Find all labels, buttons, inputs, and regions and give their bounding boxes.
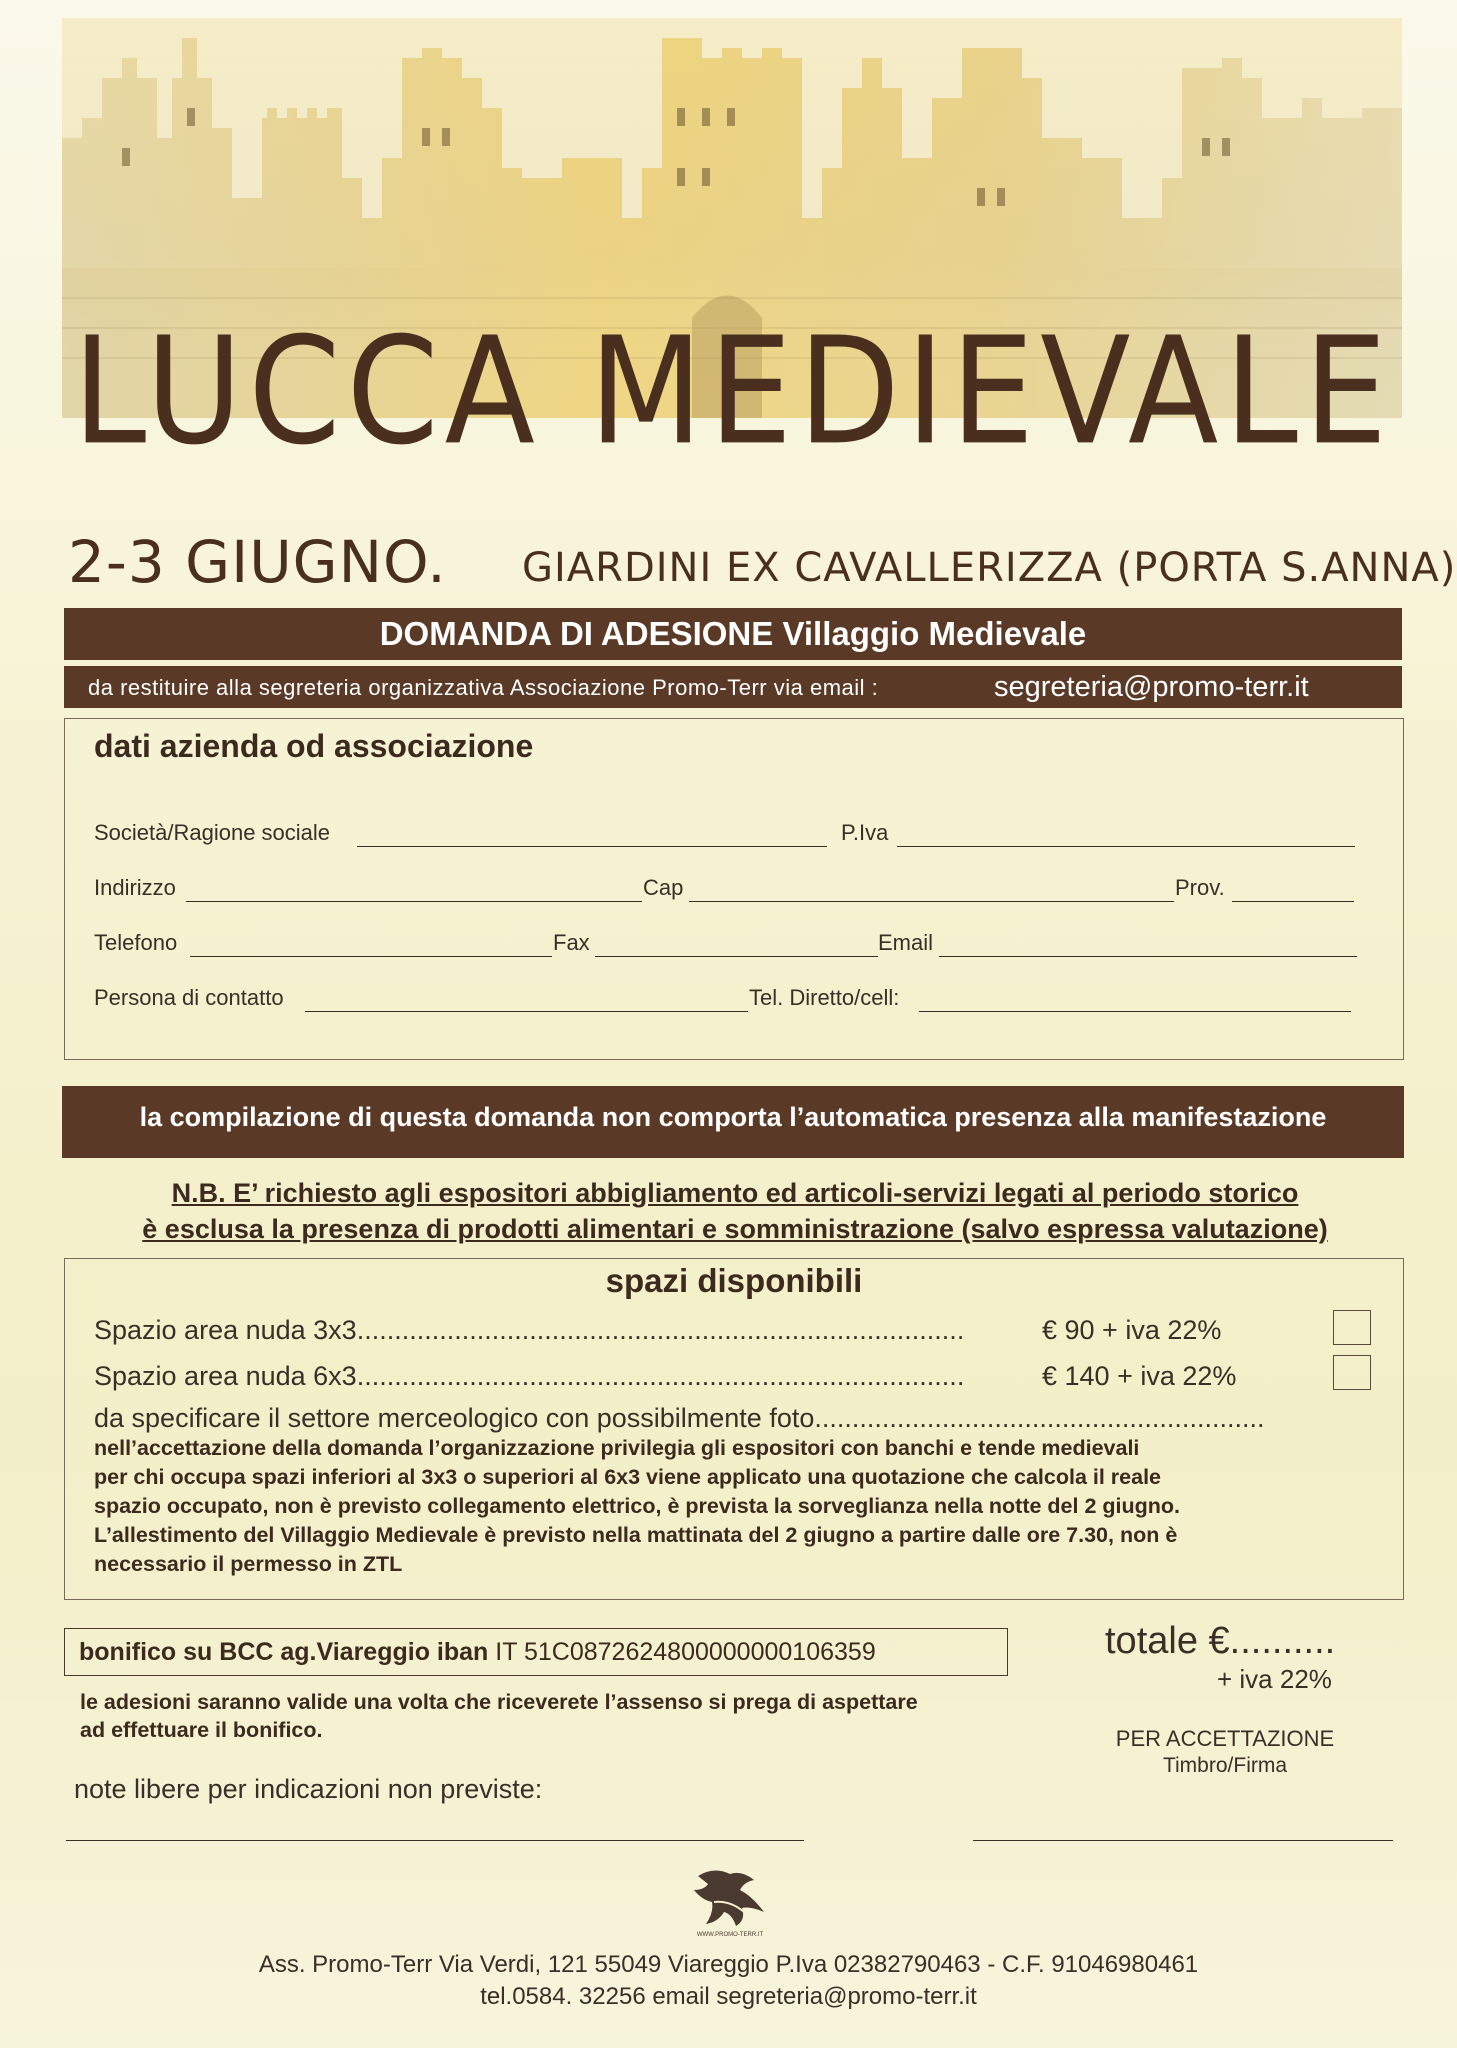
piva-field[interactable] [897,846,1355,847]
contatto-field[interactable] [305,1011,748,1012]
timbro-label: Timbro/Firma [1162,1754,1288,1777]
tel-diretto-label: Tel. Diretto/cell: [749,985,900,1010]
event-venue: GIARDINI EX CAVALLERIZZA (PORTA S.ANNA) [522,545,1457,591]
telefono-label: Telefono [94,930,178,955]
accettazione-label: PER ACCETTAZIONE [1115,1726,1335,1751]
info-line-4: L’allestimento del Villaggio Medievale è previsto nella mattinata del 2 giugno a partire dalle ore 7.30, non è [94,1523,1178,1547]
prov-field[interactable] [1232,901,1354,902]
iban-line [79,1638,876,1667]
email-label: Email [878,930,934,955]
contatto-label: Persona di contatto [94,985,284,1010]
piva-label: P.Iva [841,820,889,845]
return-note-text: da restituire alla segreteria organizzativa Associazione Promo-Terr via email : [88,675,879,700]
return-email-link[interactable]: segreteria@promo-terr.it [994,671,1309,703]
info-line-2: per chi occupa spazi inferiori al 3x3 o superiori al 6x3 viene applicato una quotazione che calcola il reale [94,1465,1162,1489]
payment-note-2: ad effettuare il bonifico. [80,1718,323,1742]
cap-field[interactable] [689,901,1174,902]
return-note-band [64,666,1402,708]
fax-field[interactable] [595,956,878,957]
settore-field[interactable]: da specificare il settore merceologico con possibilmente foto............................................................ [94,1403,1265,1433]
form-title-band [64,608,1402,660]
totale-iva: + iva 22% [1217,1664,1332,1694]
payment-note-1: le adesioni saranno valide una volta che riceverete l’assenso si prega di aspettare [80,1690,918,1714]
notice-text: la compilazione di questa domanda non comporta l’automatica presenza alla manifestazione [139,1102,1327,1132]
option-3x3-checkbox[interactable] [1333,1310,1371,1345]
svg-text:WWW.PROMO-TERR.IT: WWW.PROMO-TERR.IT [696,1932,764,1938]
info-line-1: nell’accettazione della domanda l’organizzazione privilegia gli espositori con banchi e tende medievali [94,1436,1140,1460]
note-libere-field[interactable] [66,1840,804,1841]
prov-label: Prov. [1175,875,1225,900]
ragione-sociale-field[interactable] [357,846,827,847]
event-title: LUCCA MEDIEVALE [72,305,1394,479]
fax-label: Fax [553,930,590,955]
option-6x3-label: Spazio area nuda 6x3................................................................................. [94,1361,965,1391]
iban-value: IT 51C0872624800000000106359 [495,1638,876,1666]
indirizzo-label: Indirizzo [94,875,176,900]
ragione-sociale-label: Società/Ragione sociale [94,820,331,845]
iban-box [64,1628,1008,1676]
info-line-3: spazio occupato, non è previsto collegamento elettrico, è prevista la sorveglianza nella notte del 2 giugno. [94,1494,1181,1518]
option-6x3-price: € 140 + iva 22% [1042,1361,1237,1391]
telefono-field[interactable] [190,956,552,957]
nb-line-2: è esclusa la presenza di prodotti alimentari e somministrazione (salvo espressa valutazione) [142,1214,1328,1244]
notice-band [62,1086,1404,1158]
info-line-5: necessario il permesso in ZTL [94,1552,403,1576]
form-title: DOMANDA DI ADESIONE Villaggio Medievale [379,615,1087,652]
option-3x3-label: Spazio area nuda 3x3................................................................................. [94,1315,965,1345]
option-6x3-checkbox[interactable] [1333,1355,1371,1390]
email-field[interactable] [939,956,1357,957]
promo-terr-logo [684,1866,776,1938]
nb-line-1: N.B. E’ richiesto agli espositori abbigliamento ed articoli-servizi legati al periodo storico [171,1178,1299,1208]
bank-label: bonifico su BCC ag.Viareggio iban [79,1638,489,1666]
totale-label: totale €.......... [1105,1620,1336,1662]
footer-line-1: Ass. Promo-Terr Via Verdi, 121 55049 Viareggio P.Iva 02382790463 - C.F. 91046980461 [258,1951,1199,1978]
cap-label: Cap [643,875,684,900]
event-date: 2-3 GIUGNO. [68,528,447,596]
indirizzo-field[interactable] [186,901,642,902]
footer-line-2: tel.0584. 32256 email segreteria@promo-terr.it [480,1983,977,2010]
tel-diretto-field[interactable] [919,1011,1351,1012]
company-heading: dati azienda od associazione [94,728,534,764]
note-libere-label: note libere per indicazioni non previste: [74,1774,543,1804]
spazi-heading: spazi disponibili [605,1262,863,1299]
option-3x3-price: € 90 + iva 22% [1042,1315,1222,1345]
signature-field[interactable] [973,1840,1393,1841]
